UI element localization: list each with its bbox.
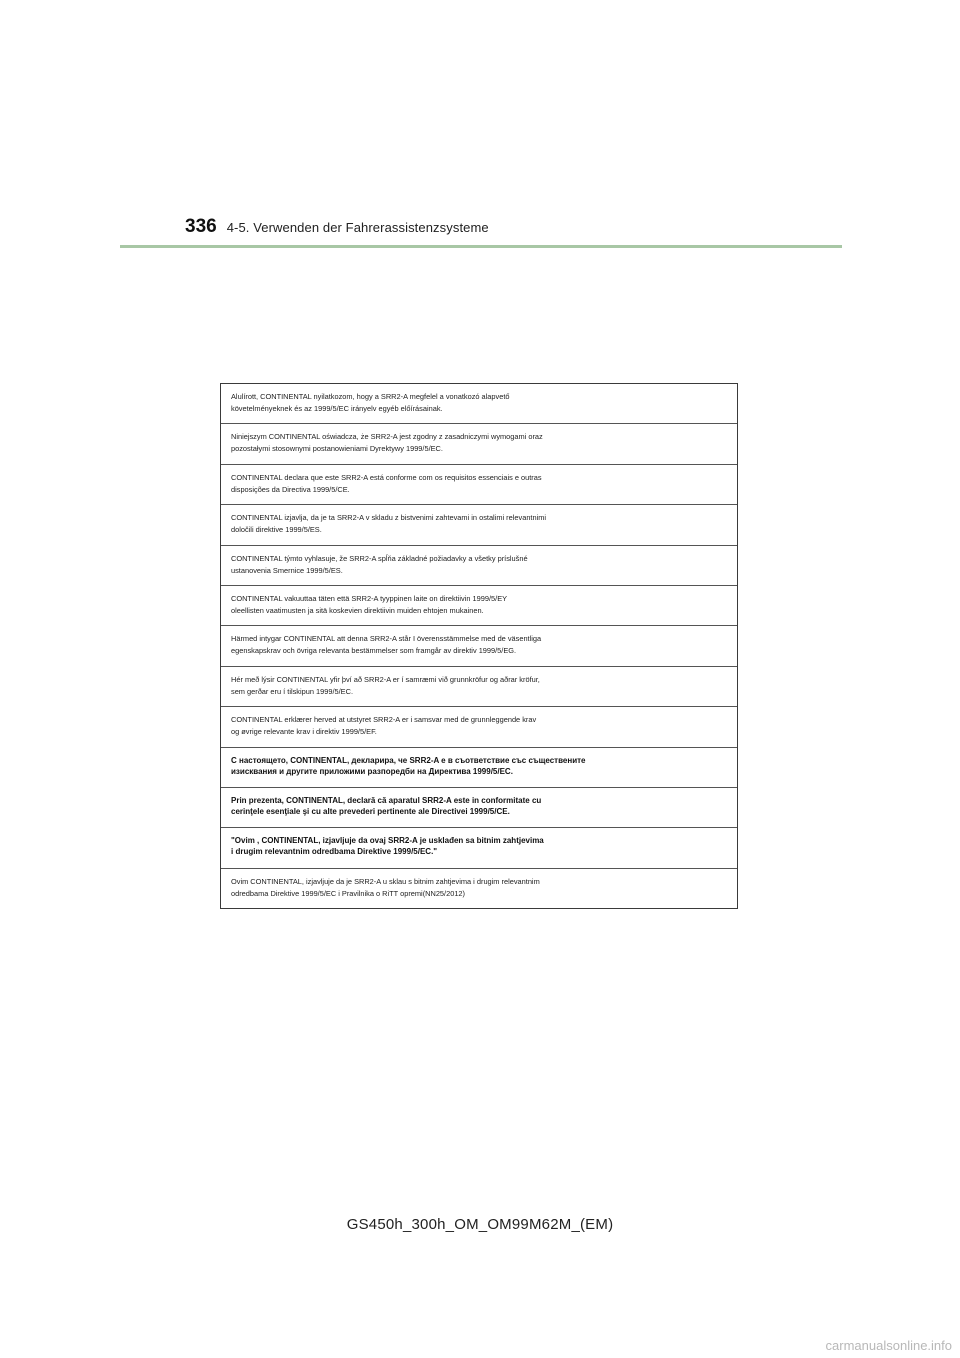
declaration-row — [221, 586, 737, 626]
declaration-text-line: Alulírott, CONTINENTAL nyilatkozom, hogy a SRR2-A megfelel a vonatkozó alapvető — [231, 392, 510, 401]
declaration-row — [221, 424, 737, 464]
declaration-text-line: og øvrige relevante krav i direktiv 1999/5/EF. — [231, 727, 377, 737]
declaration-row — [221, 667, 737, 707]
document-code: GS450h_300h_OM_OM99M62M_(EM) — [346, 1216, 614, 1233]
declaration-row — [221, 788, 737, 828]
declaration-row — [221, 748, 737, 788]
declaration-row — [221, 465, 737, 505]
declaration-text-line: sem gerðar eru í tilskipun 1999/5/EC. — [231, 686, 354, 696]
declaration-text-line: "Ovim , CONTINENTAL, izjavljuje da ovaj SRR2-A je usklađen sa bitnim zahtjevima — [231, 836, 544, 846]
declaration-text-line: i drugim relevantnim odredbama Direktive 1999/5/EC." — [231, 847, 438, 857]
declaration-text-line: Hér með lýsir CONTINENTAL yfir því að SRR2-A er í samræmi við grunnkröfur og aðrar kröfur, — [231, 674, 540, 684]
declaration-text-line: disposições da Directiva 1999/5/CE. — [231, 484, 350, 494]
declaration-text-line: Ovim CONTINENTAL, izjavljuje da je SRR2-A u sklau s bitnim zahtjevima i drugim relevantnim — [231, 876, 540, 886]
header-divider — [120, 245, 842, 248]
declaration-text-line: изисквания и другите приложими разпоредби на Директива 1999/5/EC. — [231, 766, 513, 776]
declaration-text-line: CONTINENTAL declara que este SRR2-A está conforme com os requisitos essenciais e outras — [231, 472, 542, 482]
declaration-text-line: Prin prezenta, CONTINENTAL, declară că aparatul SRR2-A este in conformitate cu — [231, 795, 542, 805]
page-number: 336 — [185, 216, 217, 237]
declaration-text-line: odredbama Direktive 1999/5/EC i Pravilnika o RiTT opremi(NN25/2012) — [231, 888, 466, 898]
page-header — [185, 216, 489, 246]
declaration-text-line: követelményeknek és az 1999/5/EC irányelv egyéb előírásainak. — [231, 404, 443, 413]
declaration-row — [221, 505, 737, 545]
declaration-text-line: določili direktive 1999/5/ES. — [231, 525, 322, 535]
declaration-text-line: cerinţele esenţiale şi cu alte prevederi pertinente ale Directivei 1999/5/CE. — [231, 806, 510, 816]
declaration-text-line: Härmed intygar CONTINENTAL att denna SRR2-A står I överensstämmelse med de väsentliga — [231, 634, 542, 644]
watermark-text: carmanualsonline.info — [825, 1338, 952, 1353]
declaration-row — [221, 869, 737, 908]
declaration-text-line: oleellisten vaatimusten ja sitä koskevien direktiivin muiden ehtojen mukainen. — [231, 605, 484, 615]
declaration-row — [221, 546, 737, 586]
declaration-text-line: CONTINENTAL týmto vyhlasuje, že SRR2-A spĺňa základné požiadavky a všetky príslušné — [231, 553, 528, 563]
declaration-text-line: CONTINENTAL erklærer herved at utstyret SRR2-A er i samsvar med de grunnleggende krav — [231, 715, 537, 725]
declaration-text-line: ustanovenia Smernice 1999/5/ES. — [231, 565, 343, 575]
declaration-text-line: CONTINENTAL vakuuttaa täten että SRR2-A tyyppinen laite on direktiivin 1999/5/EY — [231, 593, 508, 603]
declaration-row — [221, 828, 737, 868]
declaration-row — [221, 626, 737, 666]
section-title: 4-5. Verwenden der Fahrerassistenzsysteme — [226, 220, 489, 235]
declaration-text-line: С настоящето, CONTINENTAL, декларира, че SRR2-A е в съответствие със съществените — [231, 755, 586, 765]
declaration-text-line: egenskapskrav och övriga relevanta bestämmelser som framgår av direktiv 1999/5/EG. — [231, 646, 517, 656]
declaration-row — [221, 707, 737, 747]
declaration-row — [221, 384, 737, 424]
declaration-of-conformity-table — [220, 383, 738, 909]
declaration-text-line: CONTINENTAL izjavlja, da je ta SRR2-A v skladu z bistvenimi zahtevami in ostalimi relevantnimi — [231, 513, 547, 523]
declaration-text-line: Niniejszym CONTINENTAL oświadcza, że SRR2-A jest zgodny z zasadniczymi wymogami oraz — [231, 432, 543, 442]
declaration-text-line: pozostałymi stosownymi postanowieniami Dyrektywy 1999/5/EC. — [231, 444, 443, 454]
